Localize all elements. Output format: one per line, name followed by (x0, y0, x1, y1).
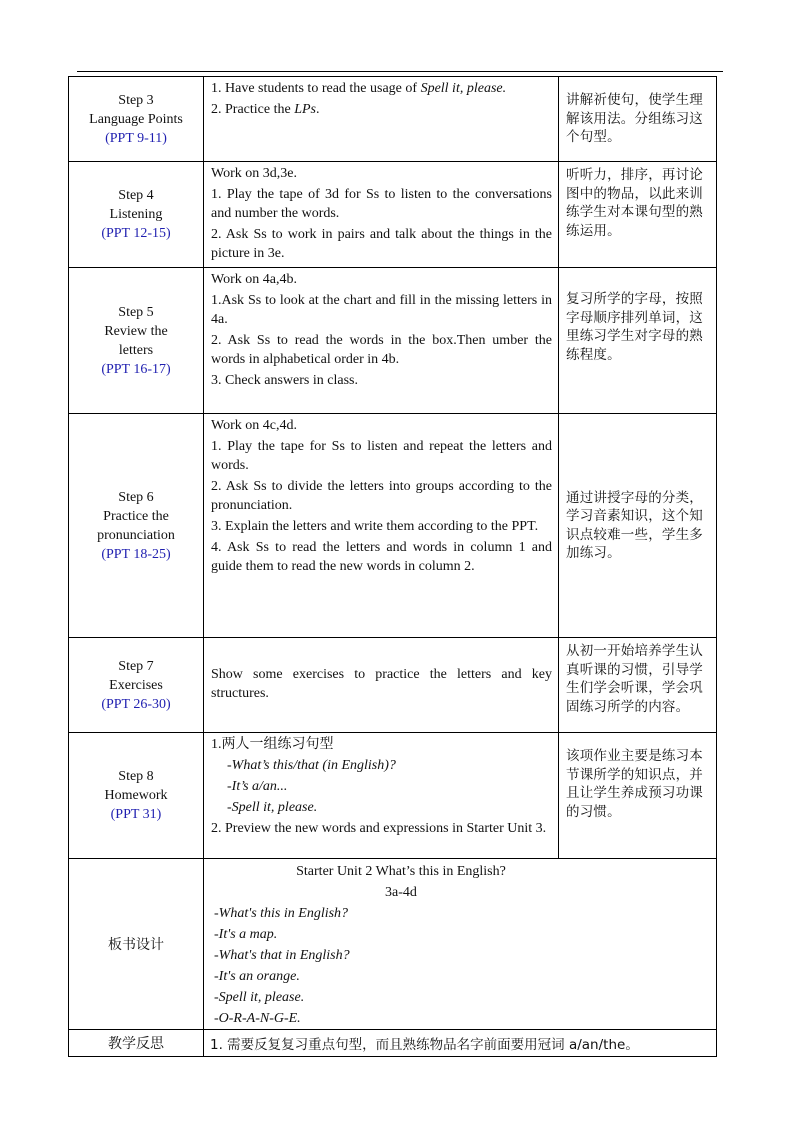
content-line: Work on 4c,4d. (211, 418, 297, 433)
step-row (69, 733, 717, 859)
step-title: Step 5 (118, 304, 154, 320)
content-line: 2. Practice the LPs. (211, 102, 320, 117)
step-title: Step 3 (118, 92, 154, 108)
top-rule (77, 71, 723, 72)
board-line: -O-R-A-N-G-E. (214, 1011, 301, 1026)
step-content (204, 414, 559, 638)
content-line: 1.Ask Ss to look at the chart and fill in the missing letters in 4a. (211, 293, 552, 327)
reflection-text: 1. 需要反复复习重点句型，而且熟练物品名字前面要用冠词 a/an/the。 (204, 1030, 717, 1057)
step-note: 听听力，排序，再讨论图中的物品，以此来训练学生对本课句型的熟练运用。 (559, 162, 717, 268)
content-line: 1. Play the tape for Ss to listen and repeat the letters and words. (211, 439, 552, 473)
ppt-range: (PPT 18-25) (101, 546, 171, 562)
board-content (204, 859, 717, 1030)
step-subtitle: letters (118, 342, 154, 358)
content-line: 2. Ask Ss to divide the letters into groups according to the pronunciation. (211, 479, 552, 513)
board-line: -It's a map. (214, 927, 278, 942)
step-cell (69, 733, 204, 859)
step-note: 该项作业主要是练习本节课所学的知识点，并且让学生养成预习功课的习惯。 (559, 733, 717, 859)
ppt-range: (PPT 31) (110, 807, 162, 822)
content-line: -It’s a/an... (227, 779, 288, 794)
reflection-row (69, 1030, 717, 1057)
content-line: 3. Explain the letters and write them according to the PPT. (211, 519, 539, 534)
step-subtitle: Language Points (89, 111, 183, 127)
step-note: 复习所学的字母，按照字母顺序排列单词，这里练习学生对字母的熟练程度。 (559, 268, 717, 414)
content-line: Show some exercises to practice the letters and key structures. (211, 667, 552, 701)
step-cell (69, 268, 204, 414)
step-title: Step 4 (118, 188, 154, 203)
step-cell (69, 77, 204, 162)
step-note: 通过讲授字母的分类，学习音素知识，这个知识点较难一些，学生多加练习。 (559, 414, 717, 638)
step-cell (69, 414, 204, 638)
step-title: Step 8 (118, 769, 154, 784)
board-label: 板书设计 (69, 859, 204, 1030)
step-title: Step 6 (118, 489, 154, 505)
step-row (69, 268, 717, 414)
ppt-range: (PPT 12-15) (101, 226, 171, 241)
board-line: -Spell it, please. (214, 990, 305, 1005)
step-subtitle: Homework (104, 788, 168, 803)
step-row (69, 77, 717, 162)
step-content (204, 638, 559, 733)
content-line: 3. Check answers in class. (211, 373, 358, 388)
lesson-plan-table (68, 76, 717, 1057)
step-note: 从初一开始培养学生认真听课的习惯，引导学生们学会听课，学会巩固练习所学的内容。 (559, 638, 717, 733)
ppt-range: (PPT 26-30) (101, 696, 171, 712)
step-subtitle: pronunciation (97, 527, 175, 543)
content-line: -Spell it, please. (227, 800, 318, 815)
board-title: Starter Unit 2 What’s this in English? (296, 864, 506, 879)
step-row (69, 638, 717, 733)
content-line: Work on 3d,3e. (211, 166, 297, 181)
content-line: 4. Ask Ss to read the letters and words in column 1 and guide them to read the new words in column 2. (211, 540, 552, 574)
ppt-range: (PPT 9-11) (105, 130, 167, 146)
step-row (69, 162, 717, 268)
step-content (204, 162, 559, 268)
content-line: 1. Play the tape of 3d for Ss to listen to the conversations and number the words. (211, 187, 552, 221)
board-line: -It's an orange. (214, 969, 300, 984)
ppt-range: (PPT 16-17) (101, 361, 171, 377)
step-subtitle: Exercises (109, 677, 163, 693)
step-subtitle: Review the (104, 323, 168, 339)
content-line: 2. Ask Ss to work in pairs and talk about the things in the picture in 3e. (211, 227, 552, 261)
step-note: 讲解祈使句，使学生理解该用法。分组练习这个句型。 (559, 77, 717, 162)
board-subtitle: 3a-4d (385, 885, 417, 900)
content-line: 2. Ask Ss to read the words in the box.Then umber the words in alphabetical order in 4b. (211, 333, 552, 367)
step-subtitle: Practice the (103, 508, 169, 524)
step-content (204, 733, 559, 859)
step-row (69, 414, 717, 638)
board-line: -What's that in English? (214, 948, 350, 963)
step-cell (69, 162, 204, 268)
content-line: -What’s this/that (in English)? (227, 758, 396, 773)
reflection-label: 教学反思 (69, 1030, 204, 1057)
step-title: Step 7 (118, 658, 154, 674)
step-content (204, 77, 559, 162)
content-line: 2. Preview the new words and expressions in Starter Unit 3. (211, 821, 547, 836)
content-line: 1.两人一组练习句型 (211, 737, 334, 752)
step-content (204, 268, 559, 414)
content-line: 1. Have students to read the usage of Spell it, please. (211, 81, 507, 96)
step-subtitle: Listening (109, 207, 163, 222)
content-line: Work on 4a,4b. (211, 272, 297, 287)
board-line: -What's this in English? (214, 906, 349, 921)
step-cell (69, 638, 204, 733)
board-row (69, 859, 717, 1030)
